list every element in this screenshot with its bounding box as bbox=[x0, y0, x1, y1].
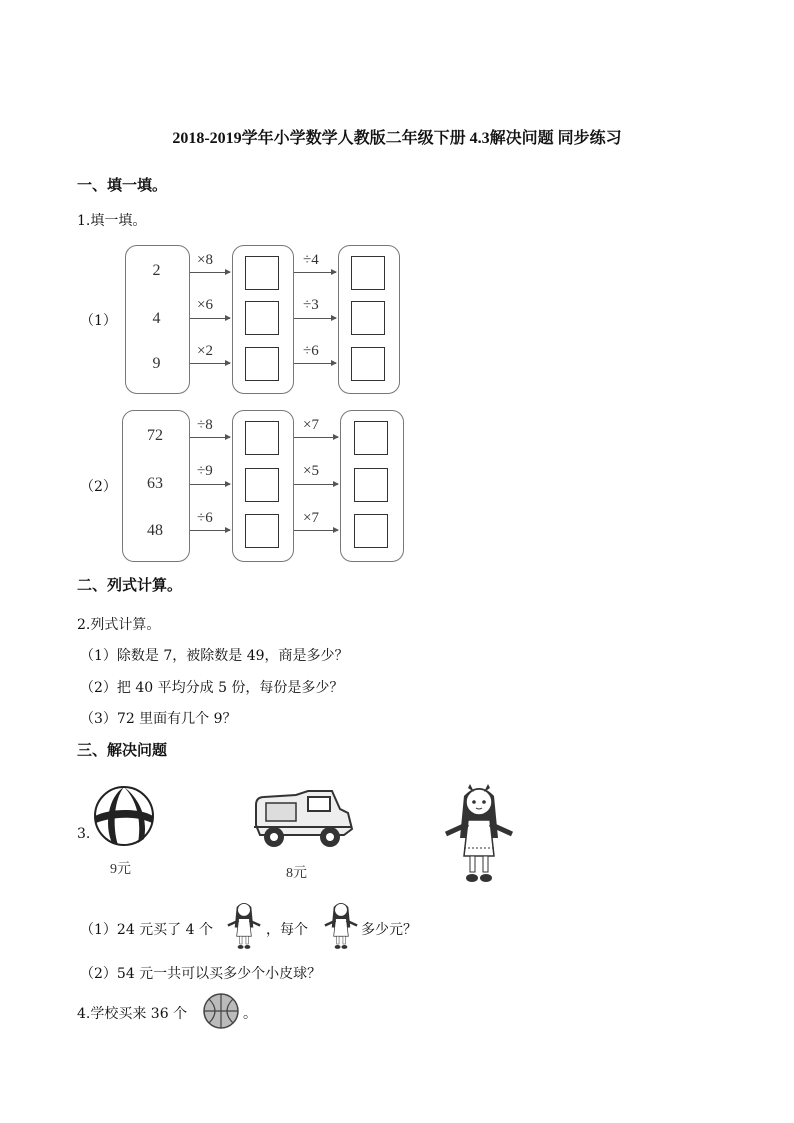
arrow bbox=[294, 272, 336, 273]
beach-ball-icon bbox=[88, 785, 160, 847]
input-number: 72 bbox=[147, 427, 163, 444]
question-1-label: 1.填一填。 bbox=[77, 213, 147, 229]
question-3-label: 3. bbox=[77, 826, 91, 842]
calc-item: （3）72 里面有几个 9？ bbox=[80, 711, 237, 727]
arrow bbox=[190, 318, 230, 319]
operator: ×8 bbox=[197, 252, 213, 268]
arrow bbox=[294, 363, 336, 364]
input-number: 2 bbox=[152, 262, 161, 279]
answer-box[interactable] bbox=[245, 347, 279, 381]
arrow bbox=[294, 484, 338, 485]
basketball-icon bbox=[200, 992, 242, 1030]
input-number: 4 bbox=[152, 310, 161, 327]
section-2-heading: 二、列式计算。 bbox=[77, 576, 183, 594]
answer-box[interactable] bbox=[354, 514, 388, 548]
input-number: 48 bbox=[147, 522, 163, 539]
car-price: 8元 bbox=[286, 866, 307, 881]
question-4-end: 。 bbox=[243, 1006, 257, 1022]
input-number: 63 bbox=[147, 475, 163, 492]
answer-box[interactable] bbox=[351, 301, 385, 335]
arrow bbox=[190, 437, 230, 438]
arrow bbox=[190, 363, 230, 364]
answer-box[interactable] bbox=[245, 301, 279, 335]
input-number: 9 bbox=[152, 355, 161, 372]
answer-box[interactable] bbox=[351, 256, 385, 290]
question-2-label: 2.列式计算。 bbox=[77, 617, 161, 633]
answer-box[interactable] bbox=[351, 347, 385, 381]
arrow bbox=[294, 530, 338, 531]
sub-question-1-part-a: （1）24 元买了 4 个 bbox=[80, 922, 213, 938]
question-4-text: 4.学校买来 36 个 bbox=[77, 1006, 188, 1022]
arrow bbox=[294, 318, 336, 319]
answer-box[interactable] bbox=[354, 421, 388, 455]
ball-price: 9元 bbox=[110, 862, 131, 877]
arrow bbox=[190, 272, 230, 273]
operator: ×6 bbox=[197, 297, 213, 313]
toy-car-icon bbox=[248, 785, 356, 851]
operator: ÷6 bbox=[303, 343, 319, 359]
section-3-heading: 三、解决问题 bbox=[77, 741, 168, 759]
answer-box[interactable] bbox=[245, 421, 279, 455]
doll-icon bbox=[321, 896, 361, 954]
operator: ×7 bbox=[303, 510, 319, 526]
operator: ÷8 bbox=[197, 417, 213, 433]
calc-item: （2）把 40 平均分成 5 份，每份是多少？ bbox=[80, 680, 344, 696]
answer-box[interactable] bbox=[245, 514, 279, 548]
sub-question-1-part-b: ，每个 bbox=[266, 922, 308, 938]
operator: ×2 bbox=[197, 343, 213, 359]
operator: ×5 bbox=[303, 463, 319, 479]
operator: ×7 bbox=[303, 417, 319, 433]
operator: ÷6 bbox=[197, 510, 213, 526]
section-1-heading: 一、填一填。 bbox=[77, 176, 168, 194]
page-title: 2018-2019学年小学数学人教版二年级下册 4.3解决问题 同步练习 bbox=[172, 130, 622, 147]
sub-question-1-part-c: 多少元？ bbox=[361, 922, 417, 938]
arrow bbox=[190, 484, 230, 485]
doll-icon bbox=[224, 896, 264, 954]
doll-icon bbox=[438, 778, 520, 888]
part-2-label: （2） bbox=[80, 479, 117, 495]
operator: ÷9 bbox=[197, 463, 213, 479]
answer-box[interactable] bbox=[354, 468, 388, 502]
calc-item: （1）除数是 7，被除数是 49，商是多少？ bbox=[80, 648, 349, 664]
arrow bbox=[294, 437, 338, 438]
operator: ÷4 bbox=[303, 252, 319, 268]
arrow bbox=[190, 530, 230, 531]
answer-box[interactable] bbox=[245, 468, 279, 502]
answer-box[interactable] bbox=[245, 256, 279, 290]
part-1-label: （1） bbox=[80, 313, 117, 329]
operator: ÷3 bbox=[303, 297, 319, 313]
sub-question-2: （2）54 元一共可以买多少个小皮球？ bbox=[80, 966, 322, 982]
